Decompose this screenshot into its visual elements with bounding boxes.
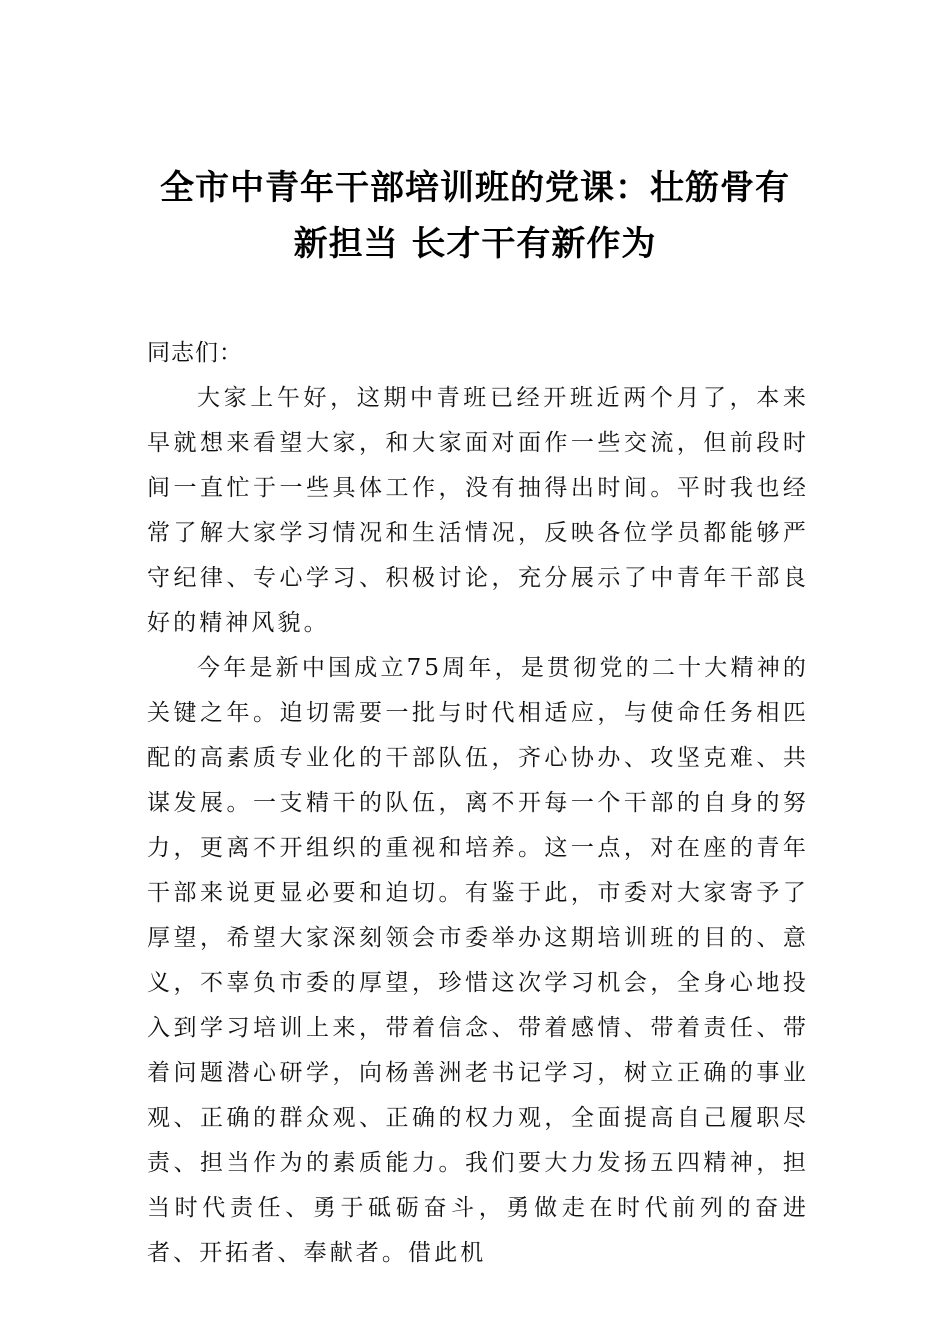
paragraph-1: 大家上午好，这期中青班已经开班近两个月了，本来早就想来看望大家，和大家面对面作一些交流，但前段时间一直忙于一些具体工作，没有抽得出时间。平时我也经常了解大家学习情况和生活情况，反映各位学员都能够严守纪律、专心学习、积极讨论，充分展示了中青年干部良好的精神风貌。	[147, 385, 809, 636]
title-line-2: 新担当 长才干有新作为	[293, 224, 657, 264]
document-body	[147, 331, 809, 1276]
salutation: 同志们：	[147, 340, 243, 366]
document-title	[120, 160, 830, 272]
title-line-1: 全市中青年干部培训班的党课：壮筋骨有	[160, 168, 790, 208]
paragraph-2: 今年是新中国成立75周年，是贯彻党的二十大精神的关键之年。迫切需要一批与时代相适应，与使命任务相匹配的高素质专业化的干部队伍，齐心协办、攻坚克难、共谋发展。一支精干的队伍，离不开每一个干部的自身的努力，更离不开组织的重视和培养。这一点，对在座的青年干部来说更显必要和迫切。有鉴于此，市委对大家寄予了厚望，希望大家深刻领会市委举办这期培训班的目的、意义，不辜负市委的厚望，珍惜这次学习机会，全身心地投入到学习培训上来，带着信念、带着感情、带着责任、带着问题潜心研学，向杨善洲老书记学习，树立正确的事业观、正确的群众观、正确的权力观，全面提高自己履职尽责、担当作为的素质能力。我们要大力发扬五四精神，担当时代责任、勇于砥砺奋斗，勇做走在时代前列的奋进者、开拓者、奉献者。借此机	[147, 655, 809, 1266]
